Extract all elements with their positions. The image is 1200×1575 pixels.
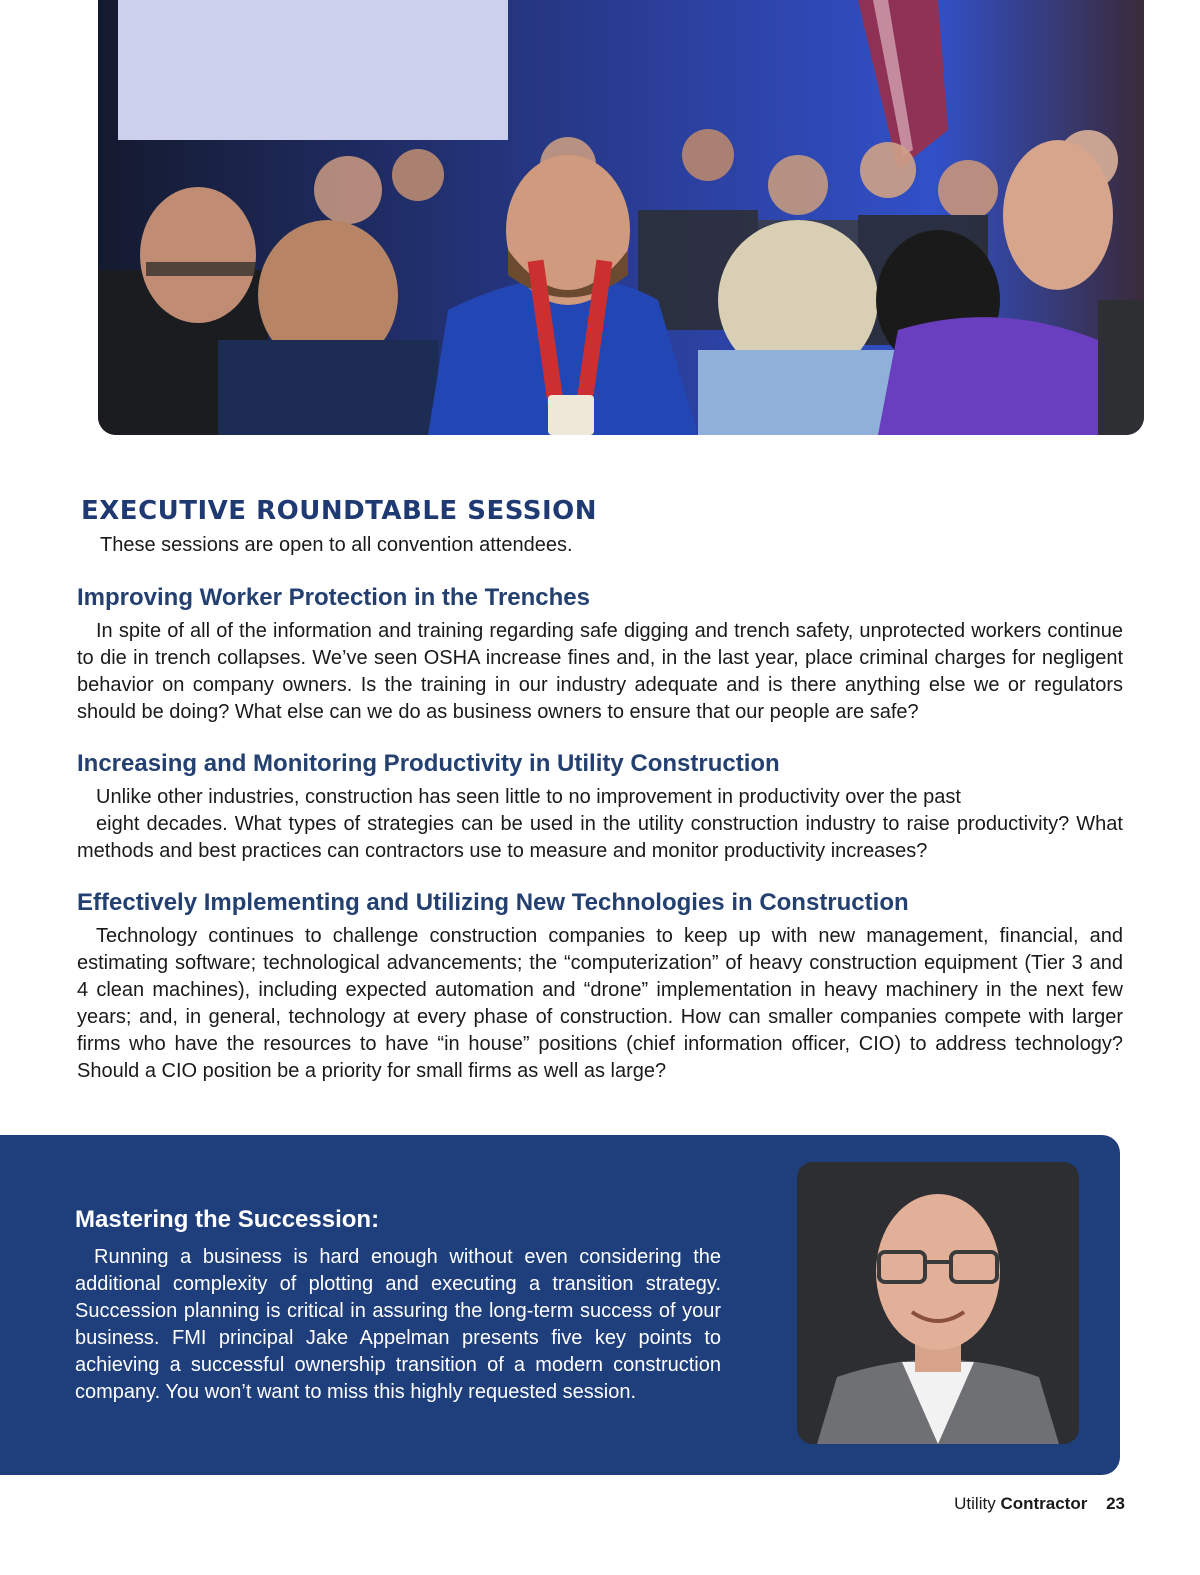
footer-brand-regular: Utility: [954, 1494, 996, 1513]
topic-heading: Improving Worker Protection in the Trenches: [77, 584, 590, 611]
speaker-portrait: [797, 1162, 1079, 1444]
topic-body-line2: eight decades. What types of strategies can be used in the utility construction industry to raise productivity? What methods and best practices can contractors use to measure and monitor productivity increases?: [77, 813, 1123, 862]
topic-body: In spite of all of the information and training regarding safe digging and trench safety, unprotected workers continue to die in trench collapses. We’ve seen OSHA increase fines and, in the last year, place criminal charges for negligent behavior on company owners. Is the training in our industry adequate and is there anything else we or regulators should be doing? What else can we do as business owners to ensure that our people are safe?: [77, 620, 1123, 723]
feature-body: Running a business is hard enough without even considering the additional complexity of plotting and executing a transition strategy. Succession planning is critical in assuring the long-term success of your business. FMI principal Jake Appelman presents five key points to achieving a successful ownership transition of a modern construction company. You won’t want to miss this highly requested session.: [75, 1246, 721, 1403]
topic-new-technologies: [77, 889, 1123, 1085]
page-footer: [954, 1494, 1125, 1514]
footer-brand-bold: Contractor: [1000, 1494, 1088, 1513]
page-number: 23: [1106, 1494, 1125, 1513]
session-intro: These sessions are open to all convention attendees.: [100, 534, 573, 556]
session-title: EXECUTIVE ROUNDTABLE SESSION: [81, 496, 598, 526]
topic-body-line1: Unlike other industries, construction has seen little to no improvement in productivity over the past: [96, 786, 961, 808]
topic-productivity: [77, 750, 1123, 865]
topic-heading: Effectively Implementing and Utilizing New Technologies in Construction: [77, 889, 909, 916]
topic-heading: Increasing and Monitoring Productivity in Utility Construction: [77, 750, 780, 777]
roundtable-photo: [98, 0, 1144, 435]
feature-title: Mastering the Succession:: [75, 1206, 380, 1233]
topic-body: Technology continues to challenge construction companies to keep up with new management, financial, and estimating software; technological advancements; the “computerization” of heavy construction equipment (Tier 3 and 4 clean machines), including expected automation and “drone” implementation in heavy machinery in the next few years; and, in general, technology at every phase of construction. How can smaller companies compete with larger firms who have the resources to have “in house” positions (chief information officer, CIO) to address technology? Should a CIO position be a priority for small firms as well as large?: [77, 925, 1123, 1082]
topic-worker-protection: [77, 584, 1123, 726]
